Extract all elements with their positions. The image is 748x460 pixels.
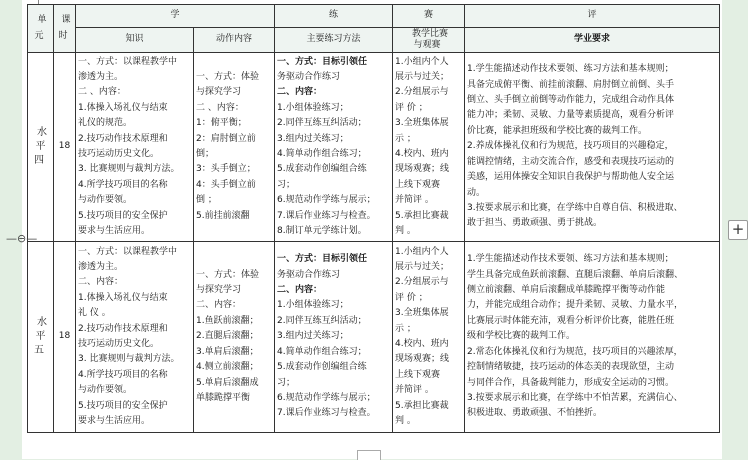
- cell-line: 7.课后作业练习与检查。: [277, 408, 376, 419]
- hours-cell: 18: [54, 53, 76, 242]
- cell-line: 5.承担比赛裁: [395, 400, 449, 411]
- cell-line: 要求与生活应用。: [78, 226, 151, 237]
- cell-line: 现场观赛；线: [395, 164, 450, 175]
- cell-line: 上线下观赛: [395, 179, 441, 190]
- cell-line: 3. 比赛规则与裁判方法。: [78, 164, 180, 175]
- cell-line: 1.体操入场礼仪与结束: [78, 102, 168, 113]
- cell-line: 倒 ；: [196, 195, 217, 206]
- cell-line: 二、内容：: [277, 87, 323, 98]
- cell-line: 8.制订单元学练计划。: [277, 226, 367, 237]
- cell-line: 2.同伴互练互纠活动；: [277, 118, 367, 129]
- cell-line: 单膝跪撑平衡: [196, 392, 251, 403]
- cell-line: 二、内容：: [196, 300, 242, 311]
- cell-line: 1.体操入场礼仪与结束: [78, 292, 168, 303]
- cell-line: 力，并能完成组合动作；提升柔韧、灵敏、力量水平，: [467, 300, 684, 311]
- row-level-four: [28, 53, 720, 242]
- document-page: [22, 0, 722, 459]
- cell-line: 2.技巧动作技术原理和: [78, 133, 168, 144]
- cell-line: 6.规范动作学练与展示；: [277, 195, 376, 206]
- header-compete: 赛: [393, 5, 465, 28]
- match-cell: [393, 53, 465, 242]
- cell-line: 并简评 。: [395, 195, 434, 206]
- header-practice: 练: [275, 5, 393, 28]
- cell-line: 2.养成体操礼仪和行为规范，技巧项目的兴趣稳定，: [467, 141, 674, 152]
- cell-line: 习；: [277, 377, 296, 388]
- cell-line: 一、方式：体验: [196, 71, 260, 82]
- cell-line: 2：肩肘倒立前: [196, 133, 256, 144]
- cell-line: 判 。: [395, 226, 416, 237]
- cell-line: 能力冲；柔韧、灵敏、力量等素质提高，观看分析评: [467, 110, 675, 121]
- cell-line: 示 ；: [395, 323, 416, 334]
- cell-line: 级和学校比赛的裁判工作。: [467, 331, 576, 342]
- cell-line: 积极进取、勇敢顽强、不怕挫折。: [467, 408, 603, 419]
- cell-line: 1.小组体验练习；: [277, 102, 349, 113]
- header-unit: 单元: [28, 5, 54, 53]
- cell-line: 5.前挂前滚翻: [196, 210, 250, 221]
- cell-line: 5.单肩后滚翻成: [196, 377, 259, 388]
- cell-line: 2.常态化体操礼仪和行为规范，技巧项目的兴趣浓厚，: [467, 346, 683, 357]
- cell-line: 一、方式：目标引领任: [277, 254, 368, 265]
- cell-line: 1：俯平衡；: [196, 118, 247, 129]
- cell-line: 务驱动合作练习: [277, 71, 341, 82]
- header-method: 主要练习方法: [275, 28, 393, 53]
- cell-line: 渗透为主。: [78, 71, 124, 82]
- cell-line: 判 。: [395, 416, 416, 427]
- cell-line: 与动作要领。: [78, 195, 133, 206]
- unit-cell: 水 平 五: [28, 242, 54, 433]
- cell-line: 3.全班集体展: [395, 118, 449, 129]
- cell-line: 倒；: [196, 149, 215, 159]
- hours-cell: 18: [54, 242, 76, 433]
- row-level-five: [28, 242, 720, 433]
- header-row-2: [28, 28, 720, 53]
- cell-line: 评 价 ；: [395, 292, 428, 303]
- cell-line: 1.小组体验练习；: [277, 300, 349, 311]
- cell-line: 6.规范动作学练与展示；: [277, 392, 376, 403]
- cell-line: 二、内容：: [78, 277, 124, 288]
- cell-line: 评 价 ；: [395, 102, 428, 113]
- cell-line: 3. 比赛规则与裁判方法。: [78, 354, 180, 365]
- cell-line: 与同伴合作，具备裁判能力，形成安全运动的习惯。: [467, 377, 675, 388]
- cell-line: 习；: [277, 179, 296, 190]
- cell-line: 美感，运用体操安全知识自我保护与帮助他人安全运: [467, 172, 675, 183]
- cell-line: 具备完成俯平衡、前挂前滚翻、肩肘倒立前倒、头手: [467, 79, 675, 90]
- knowledge-cell: [76, 53, 194, 242]
- collapse-marker-icon[interactable]: —⊖—: [6, 232, 38, 245]
- cell-line: 4.简单动作组合练习；: [277, 149, 367, 159]
- cell-line: 与探究学习: [196, 285, 242, 296]
- cell-line: 渗透为主。: [78, 261, 124, 272]
- cell-line: 5.成套动作创编组合练: [277, 362, 367, 373]
- cell-line: 技巧运动历史文化。: [78, 339, 160, 349]
- cell-line: 4.校内、班内: [395, 149, 449, 159]
- cell-line: 展示与过关；: [395, 261, 450, 272]
- header-row-1: [28, 5, 720, 28]
- knowledge-cell: [76, 242, 194, 433]
- cell-line: 二 、内容：: [196, 102, 244, 113]
- cell-line: 礼仪的规范。: [78, 118, 133, 129]
- cell-line: 4.所学技巧项目的名称: [78, 179, 168, 190]
- cell-line: 2.同伴互练互纠活动；: [277, 315, 367, 326]
- cell-line: 与探究学习: [196, 87, 242, 98]
- header-action: 动作内容: [194, 28, 275, 53]
- cell-line: 一、方式：以课程教学中: [78, 246, 178, 257]
- cell-line: 示 ；: [395, 133, 416, 144]
- cell-line: 5.技巧项目的安全保护: [78, 400, 168, 411]
- cell-line: 价比赛，能承担班级和学校比赛的裁判工作。: [467, 125, 648, 136]
- cell-line: 二 、内容：: [78, 87, 126, 98]
- requirement-cell: [465, 242, 720, 433]
- cell-line: 2.直腿后滚翻；: [196, 331, 259, 342]
- cell-line: 2.分组展示与: [395, 277, 449, 288]
- cell-line: 一、方式：目标引领任: [277, 56, 368, 67]
- cell-line: 技巧运动历史文化。: [78, 149, 160, 159]
- cell-line: 3.全班集体展: [395, 308, 449, 319]
- method-cell: [275, 242, 393, 433]
- add-button[interactable]: +: [728, 220, 748, 240]
- cell-line: 2.技巧动作技术原理和: [78, 323, 168, 334]
- action-cell: [194, 242, 275, 433]
- cell-line: 3.组内过关练习；: [277, 133, 349, 144]
- cell-line: 控制情绪敏捷，技巧运动的体态美的表现欲望，主动: [467, 362, 675, 373]
- header-knowledge: 知识: [76, 28, 194, 53]
- cell-line: 要求与生活应用。: [78, 416, 151, 427]
- cell-line: 3.单肩后滚翻；: [196, 346, 259, 357]
- cell-line: 展示与过关；: [395, 71, 450, 82]
- requirement-cell: [465, 53, 720, 242]
- curriculum-table: [27, 4, 720, 433]
- cell-line: 一、方式：以课程教学中: [78, 56, 178, 67]
- cell-line: 动。: [467, 187, 486, 198]
- cell-line: 3.组内过关练习；: [277, 331, 349, 342]
- cell-line: 能调控情绪，主动交流合作，感受和表现技巧运动的: [467, 156, 675, 167]
- action-cell: [194, 53, 275, 242]
- header-evaluate: 评: [465, 5, 720, 28]
- cell-line: 现场观赛；线: [395, 354, 450, 365]
- cell-line: 1.学生能描述动作技术要领、练习方法和基本规则；: [467, 64, 674, 75]
- cell-line: 7.课后作业练习与检查。: [277, 210, 376, 221]
- cell-line: 1.鱼跃前滚翻；: [196, 315, 259, 326]
- method-cell: [275, 53, 393, 242]
- header-requirement: 学业要求: [465, 28, 720, 53]
- header-match: 教学比赛 与观赛: [393, 28, 465, 53]
- cell-line: 1.小组内个人: [395, 246, 449, 257]
- cell-line: 二、内容：: [277, 285, 323, 296]
- unit-cell: 水 平 四: [28, 53, 54, 242]
- cell-line: 4.校内、班内: [395, 339, 449, 349]
- cell-line: 3：头手倒立；: [196, 164, 256, 175]
- cell-line: 5.技巧项目的安全保护: [78, 210, 168, 221]
- cell-line: 敢于担当、勇敢顽强、勇于挑战。: [467, 218, 603, 229]
- cell-line: 5.成套动作创编组合练: [277, 164, 367, 175]
- cell-line: 务驱动合作练习: [277, 269, 341, 280]
- cell-line: 4.所学技巧项目的名称: [78, 369, 168, 380]
- match-cell: [393, 242, 465, 433]
- cell-line: 倒立、头手倒立前倒等动作能力，完成组合动作具体: [467, 95, 675, 106]
- header-hours: 课时: [54, 5, 76, 53]
- header-learn: 学: [76, 5, 275, 28]
- cell-line: 与动作要领。: [78, 385, 133, 396]
- cell-line: 5.承担比赛裁: [395, 210, 449, 221]
- cell-line: 4：头手倒立前: [196, 179, 256, 190]
- cell-line: 比赛展示时体能充沛，观看分析评价比赛，能胜任班: [467, 315, 675, 326]
- cell-line: 3.按要求展示和比赛，在学练中不怕苦累，充满信心、: [467, 392, 683, 403]
- cell-line: 4.侧立前滚翻；: [196, 362, 259, 373]
- cell-line: 学生具备完成鱼跃前滚翻、直腿后滚翻、单肩后滚翻、: [467, 269, 684, 280]
- cell-line: 4.简单动作组合练习；: [277, 346, 367, 357]
- cell-line: 3.按要求展示和比赛，在学练中自尊自信、积极进取、: [467, 202, 683, 213]
- cell-line: 1.小组内个人: [395, 56, 449, 67]
- cell-line: 1.学生能描述动作技术要领、练习方法和基本规则；: [467, 254, 674, 265]
- cell-line: 上线下观赛: [395, 369, 441, 380]
- cell-line: 一、方式：体验: [196, 269, 260, 280]
- cell-line: 礼 仪 。: [78, 308, 111, 319]
- cell-line: 并简评 。: [395, 385, 434, 396]
- cell-line: 侧立前滚翻、单肩后滚翻成单膝跪撑平衡等动作能: [467, 285, 666, 296]
- cell-line: 2.分组展示与: [395, 87, 449, 98]
